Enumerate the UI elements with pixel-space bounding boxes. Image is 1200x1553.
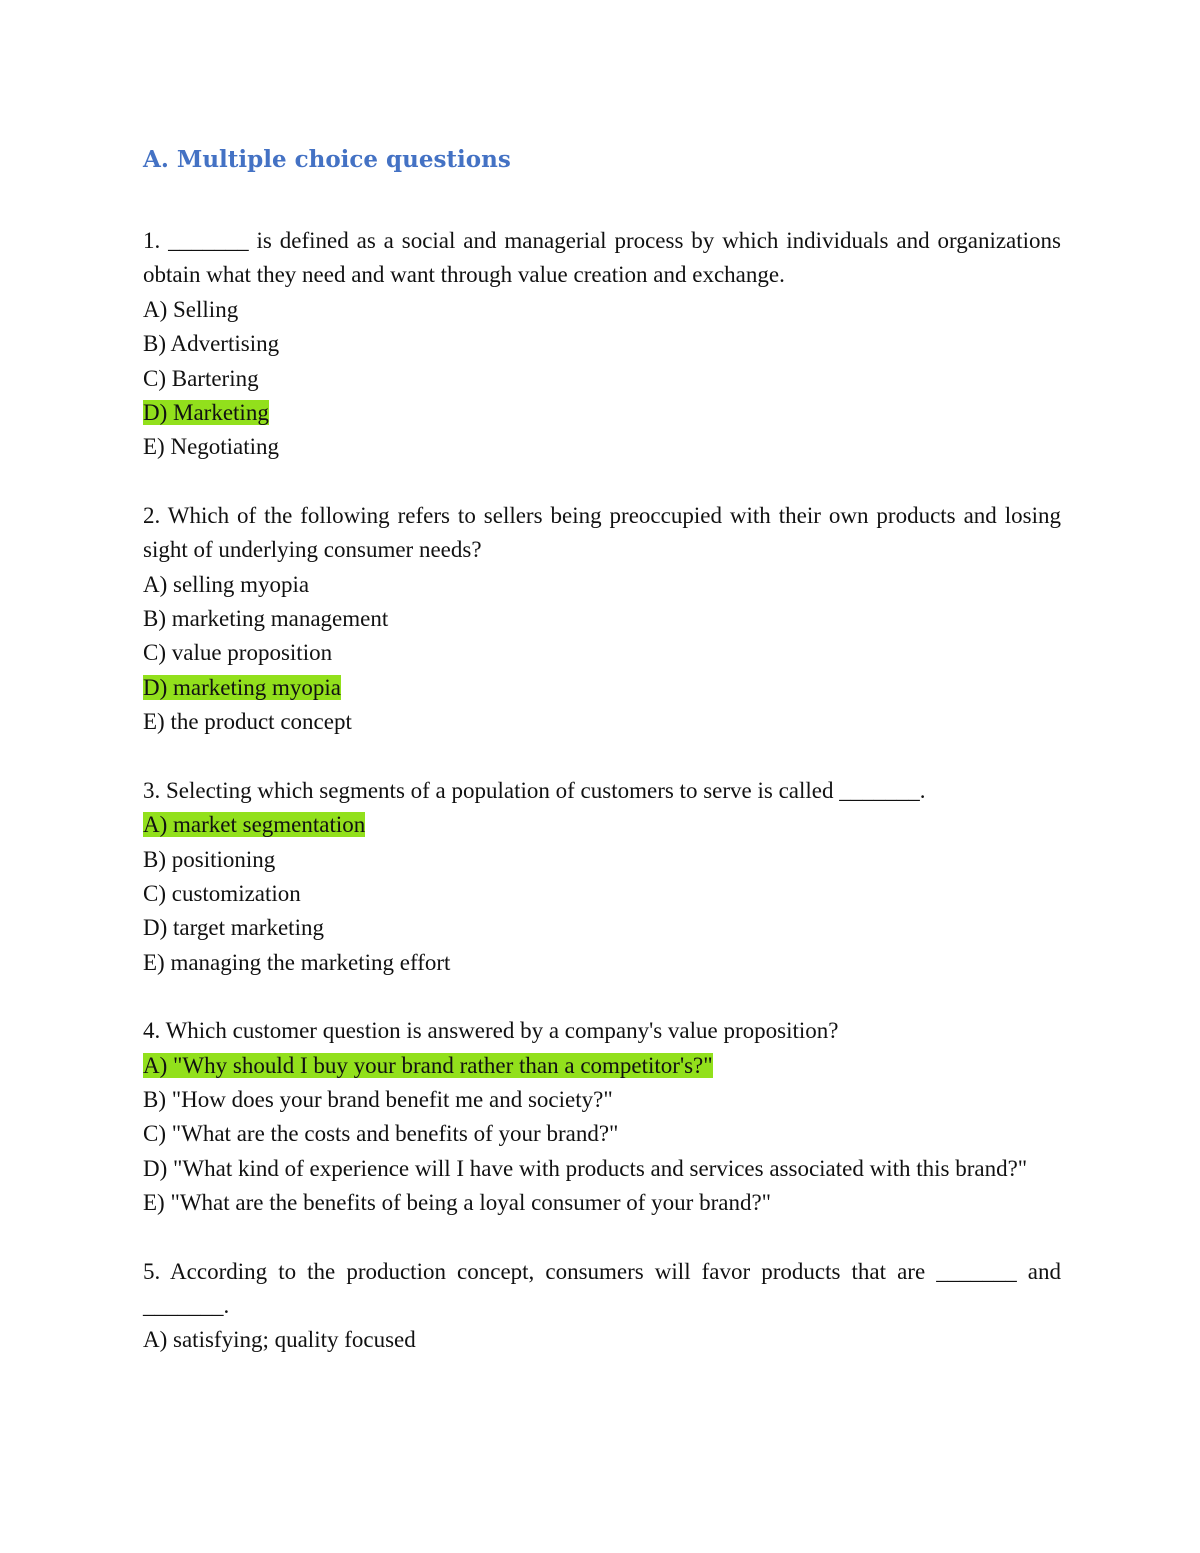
option-a-highlighted-answer: A) "Why should I buy your brand rather than a competitor's?" [143, 1052, 713, 1078]
question-1 [143, 224, 1061, 465]
section-heading: A. Multiple choice questions [143, 146, 511, 173]
question-5 [143, 1255, 1061, 1358]
option-e: E) managing the marketing effort [143, 949, 451, 975]
question-text: 1. _______ is defined as a social and managerial process by which individuals and organizations obtain what they need and want through value creation and exchange. [143, 228, 1061, 288]
option-d: D) "What kind of experience will I have with products and services associated with this brand?" [143, 1155, 1028, 1181]
option-c: C) value proposition [143, 640, 333, 666]
option-e: E) the product concept [143, 709, 352, 735]
option-a: A) Selling [143, 296, 239, 322]
question-text: 3. Selecting which segments of a population of customers to serve is called _______. [143, 777, 926, 803]
option-b: B) positioning [143, 846, 276, 872]
option-d-highlighted-answer: D) Marketing [143, 400, 269, 426]
option-d-highlighted-answer: D) marketing myopia [143, 674, 342, 700]
option-e: E) Negotiating [143, 434, 280, 460]
option-b: B) "How does your brand benefit me and society?" [143, 1086, 613, 1112]
option-c: C) Bartering [143, 365, 259, 391]
option-a: A) satisfying; quality focused [143, 1327, 416, 1353]
question-4 [143, 1014, 1061, 1220]
question-text: 2. Which of the following refers to sellers being preoccupied with their own products and losing sight of underlying consumer needs? [143, 502, 1061, 563]
question-text: 4. Which customer question is answered by a company's value proposition? [143, 1018, 839, 1044]
option-a-highlighted-answer: A) market segmentation [143, 812, 366, 838]
option-e: E) "What are the benefits of being a loyal consumer of your brand?" [143, 1190, 772, 1216]
question-3 [143, 774, 1061, 980]
option-d: D) target marketing [143, 915, 324, 941]
option-a: A) selling myopia [143, 571, 310, 597]
document-page [143, 140, 1061, 1392]
option-c: C) customization [143, 880, 301, 906]
option-b: B) marketing management [143, 606, 389, 632]
question-2 [143, 499, 1061, 740]
option-b: B) Advertising [143, 331, 280, 357]
option-c: C) "What are the costs and benefits of your brand?" [143, 1121, 619, 1147]
question-text: 5. According to the production concept, consumers will favor products that are _______ and _______. [143, 1258, 1061, 1318]
